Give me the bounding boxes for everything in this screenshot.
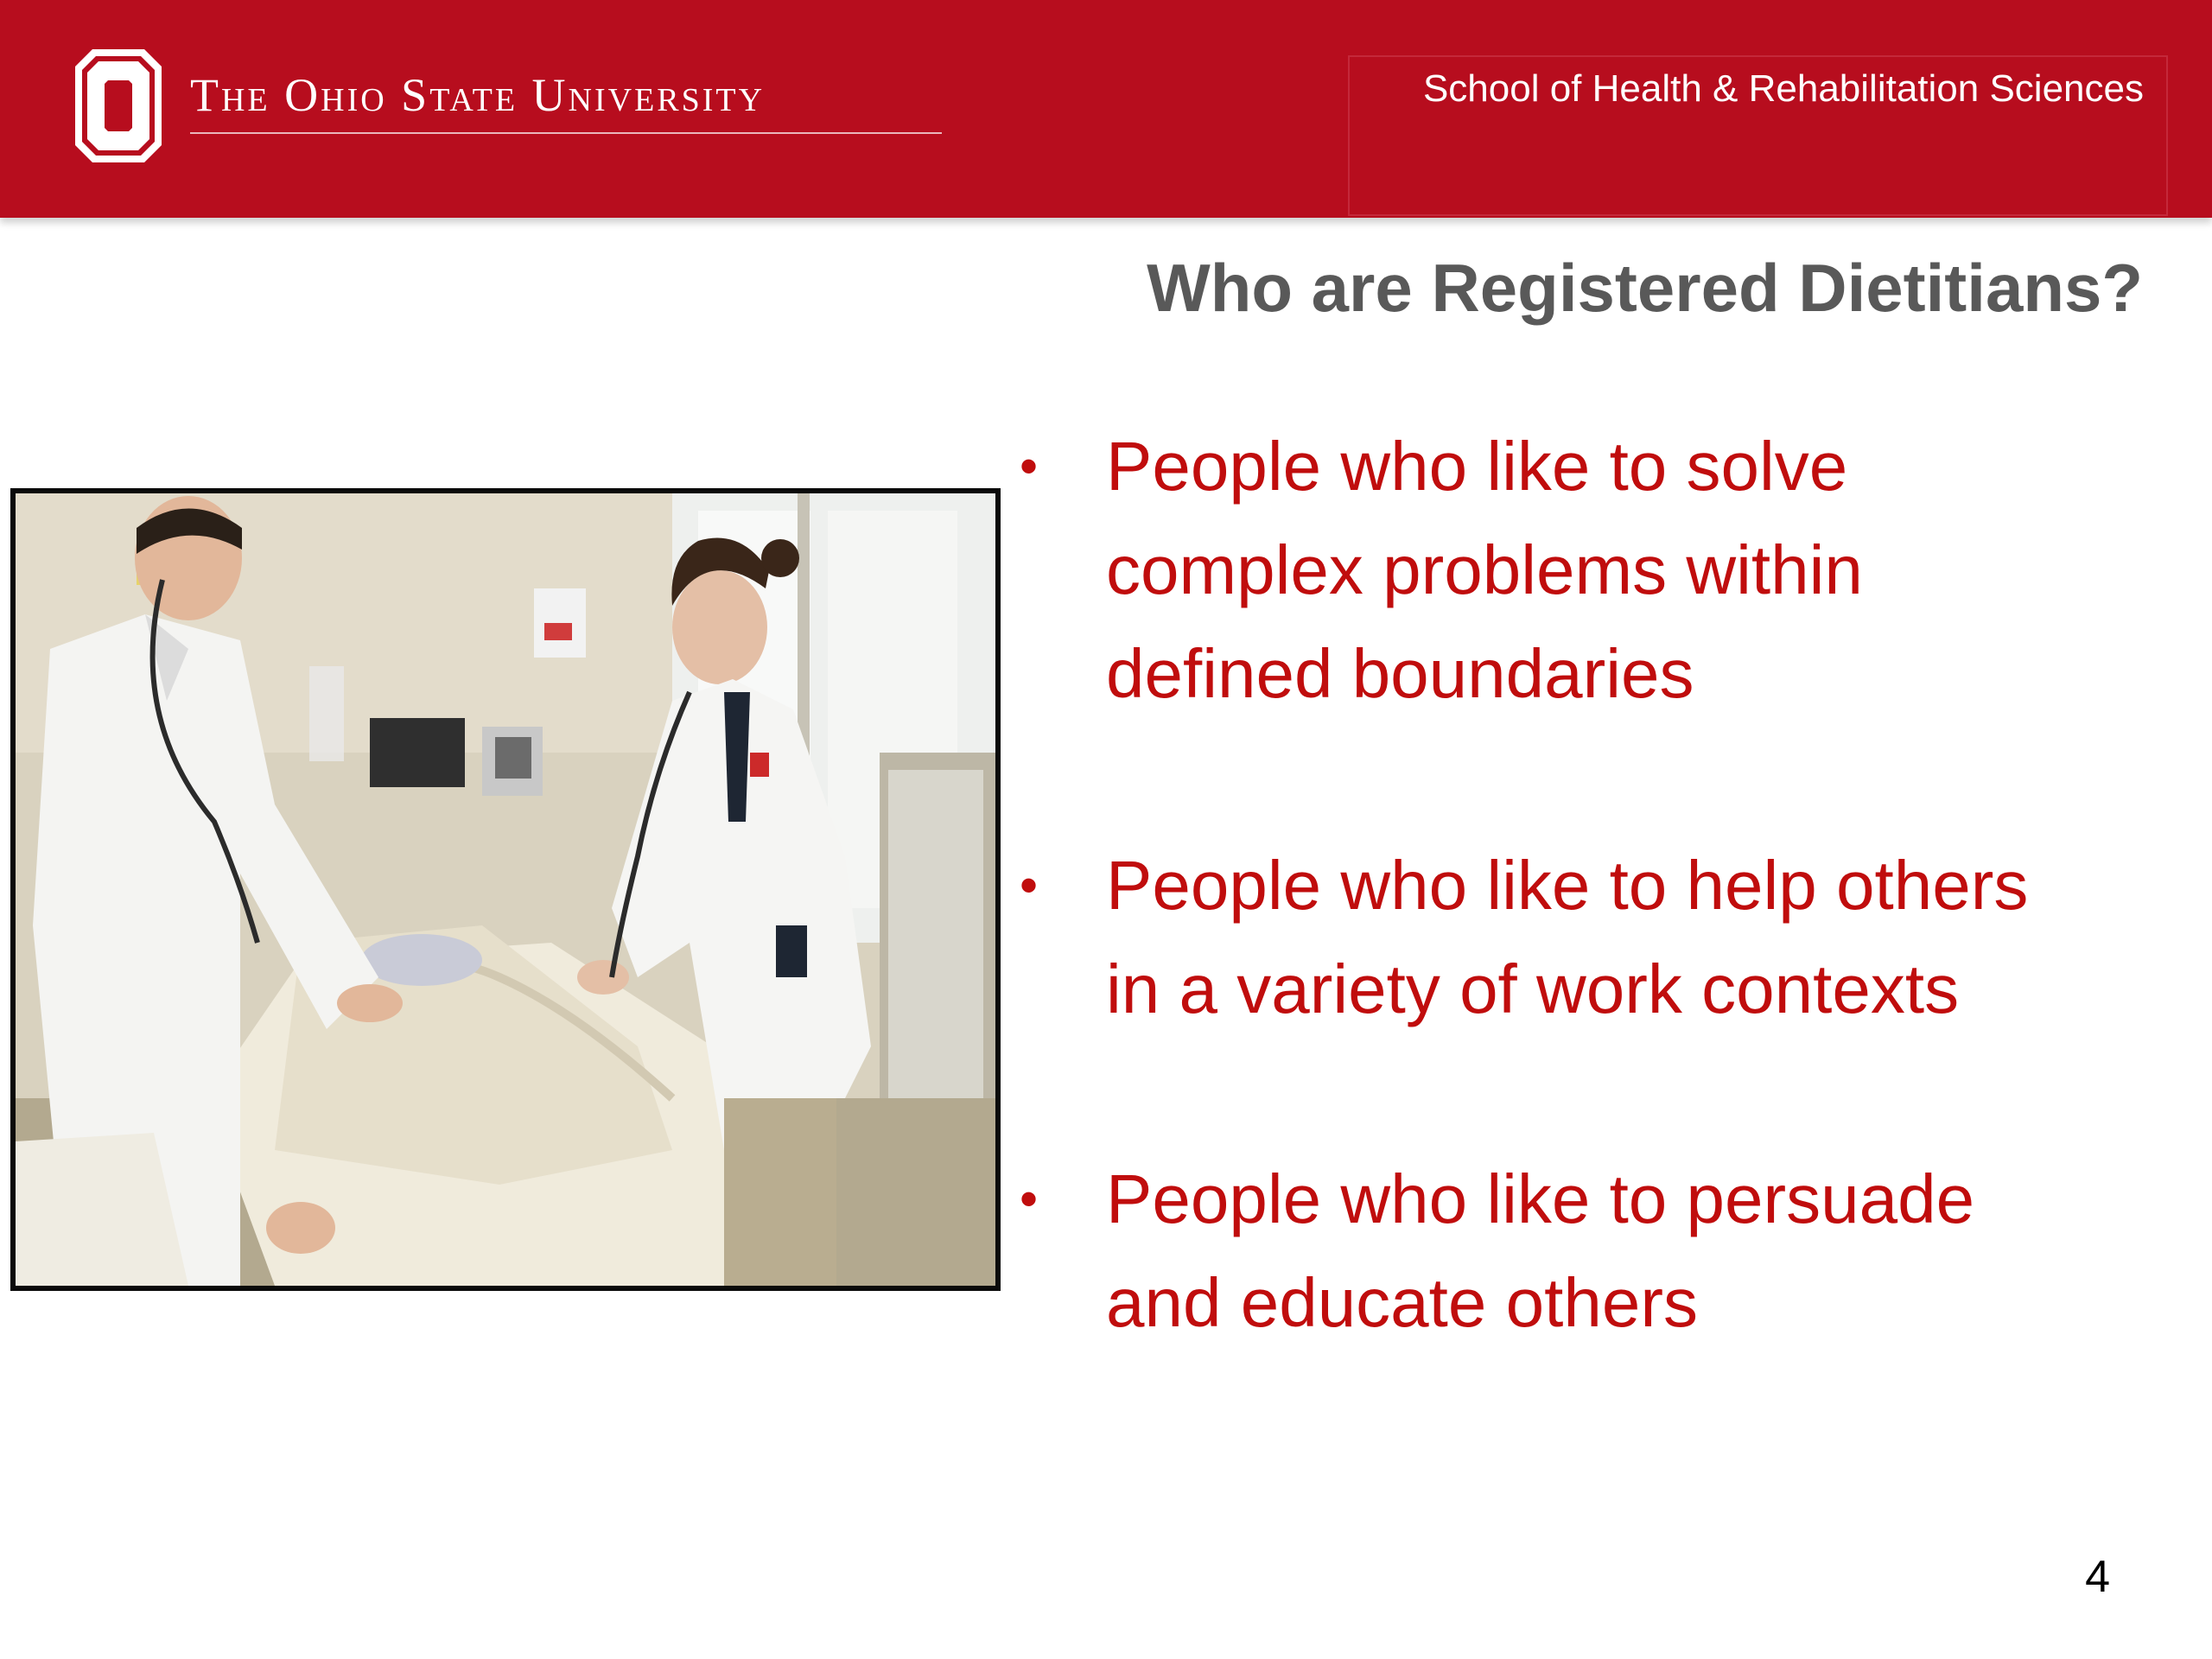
university-wordmark: The Ohio State University <box>190 69 766 121</box>
bullet-text: People who like to persuade and educate others <box>1106 1160 1975 1341</box>
slide-title: Who are Registered Dietitians? <box>1147 250 2143 326</box>
header-band <box>0 0 2212 218</box>
school-box <box>1348 55 2168 216</box>
bullet-text: People who like to solve complex problems within defined boundaries <box>1106 428 1863 712</box>
block-o-icon <box>73 48 163 164</box>
bullet-text: People who like to help others in a variety of work contexts <box>1106 847 2029 1027</box>
wordmark-rule <box>190 132 942 134</box>
photo-illustration <box>16 493 995 1286</box>
university-logo[interactable] <box>73 48 877 168</box>
bullet-glyph: • <box>1020 437 1039 495</box>
bullet-glyph: • <box>1020 1170 1039 1228</box>
bullet-glyph: • <box>1020 856 1039 914</box>
page-number: 4 <box>2085 1552 2110 1602</box>
school-name: School of Health & Rehabilitation Sciences <box>1422 67 2144 110</box>
clinical-training-photo <box>10 488 1001 1291</box>
